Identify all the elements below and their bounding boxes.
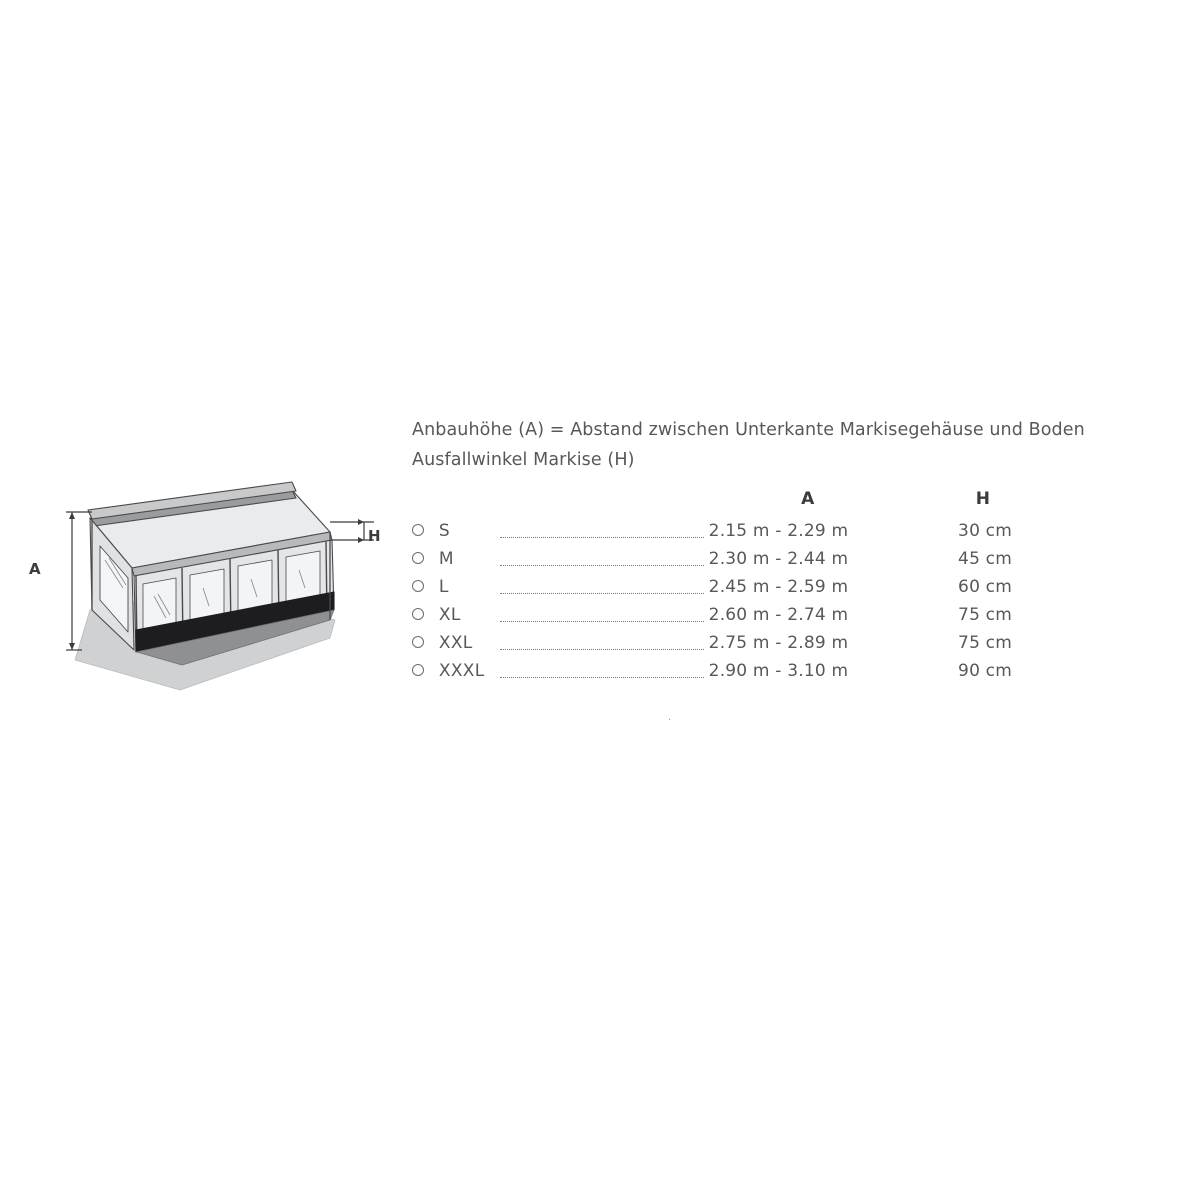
size-a-s: [500, 517, 849, 545]
intro-line-1: Anbauhöhe (A) = Abstand zwischen Unterkante Markisegehäuse und Boden: [412, 420, 1085, 440]
intro-line-2: Ausfallwinkel Markise (H): [412, 450, 635, 470]
size-radio-xl[interactable]: [412, 601, 439, 629]
dimension-h-label: H: [368, 527, 381, 545]
radio-icon[interactable]: [412, 552, 424, 564]
size-label-xxl: XXL: [438, 633, 473, 653]
size-a-l: [500, 573, 849, 601]
radio-icon[interactable]: [412, 580, 424, 592]
radio-icon[interactable]: [412, 636, 424, 648]
size-a-xl: [500, 601, 849, 629]
awning-drawing: [75, 482, 335, 690]
size-label-s: S: [438, 521, 450, 541]
table-row[interactable]: [412, 657, 1012, 685]
leader-dots-wrap: [500, 549, 849, 569]
size-info-panel: [412, 415, 1152, 685]
size-label-l: L: [438, 577, 449, 597]
dimension-a-label: A: [29, 560, 41, 578]
a-value: 2.75 m - 2.89 m: [705, 633, 849, 653]
table-header-row: [412, 489, 1012, 517]
table-row[interactable]: [412, 601, 1012, 629]
size-h-s: 30 cm: [958, 521, 1012, 541]
table-row[interactable]: [412, 573, 1012, 601]
size-label-m: M: [438, 549, 454, 569]
leader-dots-wrap: [500, 605, 849, 625]
radio-icon[interactable]: [412, 524, 424, 536]
a-value: 2.15 m - 2.29 m: [705, 521, 849, 541]
stray-dot: .: [668, 712, 672, 723]
table-row[interactable]: [412, 629, 1012, 657]
header-radio-col: [412, 489, 439, 517]
size-h-m: 45 cm: [958, 549, 1012, 569]
size-h-xxxl: 90 cm: [958, 661, 1012, 681]
leader-dots-wrap: [500, 633, 849, 653]
size-table: [412, 489, 1012, 685]
a-value: 2.30 m - 2.44 m: [705, 549, 849, 569]
size-radio-xxxl[interactable]: [412, 657, 439, 685]
leader-dots-wrap: [500, 661, 849, 681]
header-h-col: H: [975, 489, 990, 509]
leader-dots-wrap: [500, 521, 849, 541]
awning-illustration: [30, 460, 390, 710]
leader-dots-wrap: [500, 577, 849, 597]
a-value: 2.45 m - 2.59 m: [705, 577, 849, 597]
a-value: 2.90 m - 3.10 m: [705, 661, 849, 681]
radio-icon[interactable]: [412, 664, 424, 676]
size-a-m: [500, 545, 849, 573]
size-radio-m[interactable]: [412, 545, 439, 573]
size-h-xl: 75 cm: [958, 605, 1012, 625]
size-h-xxl: 75 cm: [958, 633, 1012, 653]
size-radio-l[interactable]: [412, 573, 439, 601]
size-radio-xxl[interactable]: [412, 629, 439, 657]
header-size-col: [439, 489, 500, 517]
radio-icon[interactable]: [412, 608, 424, 620]
a-value: 2.60 m - 2.74 m: [705, 605, 849, 625]
size-a-xxl: [500, 629, 849, 657]
size-label-xl: XL: [438, 605, 461, 625]
size-h-l: 60 cm: [958, 577, 1012, 597]
size-a-xxxl: [500, 657, 849, 685]
size-radio-s[interactable]: [412, 517, 439, 545]
table-row[interactable]: [412, 545, 1012, 573]
size-label-xxxl: XXXL: [438, 661, 485, 681]
table-row[interactable]: [412, 517, 1012, 545]
header-a-col: A: [801, 489, 815, 509]
